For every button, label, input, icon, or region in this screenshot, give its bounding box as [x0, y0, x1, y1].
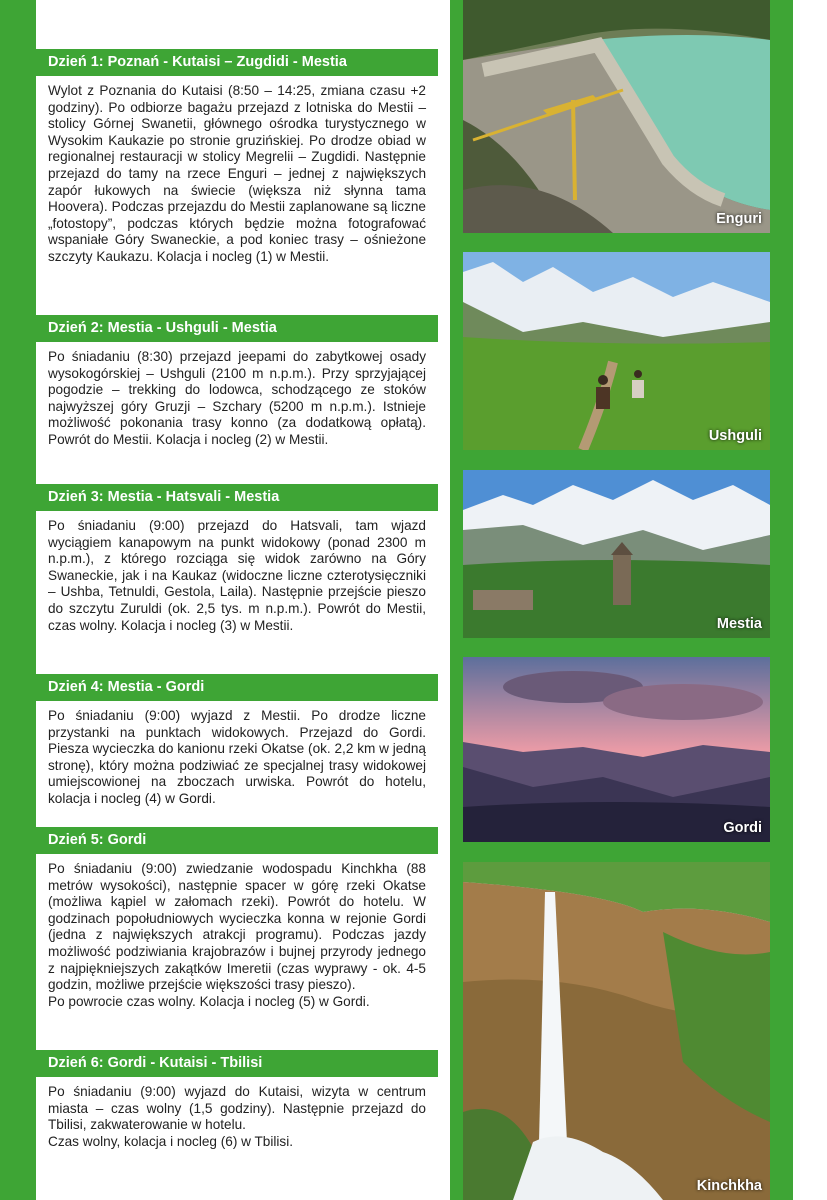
day-3-title: Dzień 3: Mestia - Hatsvali - Mestia — [36, 484, 438, 511]
day-4-title: Dzień 4: Mestia - Gordi — [36, 674, 438, 701]
enguri-dam-photo — [463, 0, 770, 233]
day-6-section — [36, 1050, 438, 1181]
mestia-photo — [463, 470, 770, 638]
kinchkha-photo — [463, 862, 770, 1200]
day-3-section — [36, 484, 438, 668]
day-1-section — [36, 49, 438, 315]
valley-illustration — [463, 252, 770, 450]
day-1-description: Wylot z Poznania do Kutaisi (8:50 – 14:25, zmiana czasu +2 godziny). Po odbiorze bagażu przejazd z lotniska do Mestii – stolicy Górnej Swanetii, głównego ośrodka turystycznego w Wysokim Kaukazie po stronie gruzińskiej. Po drodze obiad w regionalnej restauracji w stolicy Megrelii – Zugdidi. Następnie przejazd do tamy na rzece Enguri – jednej z największych zapór łukowych na świecie (większa niż słynna tama Hoovera). Podczas przejazdu do Mestii zaplanowane są liczne „fotostopy”, podczas których będzie można fotografować wspaniałe Góry Swaneckie, a pod koniec trasy – ośnieżone szczyty Kaukazu. Kolacja i nocleg (1) w Mestii. — [36, 76, 438, 315]
day-1-title: Dzień 1: Poznań - Kutaisi – Zugdidi - Mestia — [36, 49, 438, 76]
day-5-description: Po śniadaniu (9:00) zwiedzanie wodospadu Kinchkha (88 metrów wysokości), następnie spacer w górę rzeki Okatse (możliwa kąpiel w załomach rzeki). Powrót do hotelu. W godzinach popołudniowych wycieczka konna w rejonie Gordi (jedna z największych atrakcji programu). Podczas jazdy możliwość podziwiania krajobrazów i bujnej przyrody jednego z najpiękniejszych zakątków Imeretii (czas wyprawy - ok. 4-5 godzin, możliwe przejście większości trasy pieszo). Po powrocie czas wolny. Kolacja i nocleg (5) w Gordi. — [36, 854, 438, 1043]
gordi-photo — [463, 657, 770, 842]
enguri-caption: Enguri — [716, 211, 762, 227]
mountains-illustration — [463, 470, 770, 638]
ushguli-photo — [463, 252, 770, 450]
day-6-description: Po śniadaniu (9:00) wyjazd do Kutaisi, wizyta w centrum miasta – czas wolny (1,5 godziny). Następnie przejazd do Tbilisi, zakwaterowanie w hotelu. Czas wolny, kolacja i nocleg (6) w Tbilisi. — [36, 1077, 438, 1181]
waterfall-illustration — [463, 862, 770, 1200]
dam-illustration — [463, 0, 770, 233]
day-6-title: Dzień 6: Gordi - Kutaisi - Tbilisi — [36, 1050, 438, 1077]
day-4-section — [36, 674, 438, 821]
day-2-description: Po śniadaniu (8:30) przejazd jeepami do zabytkowej osady wysokogórskiej – Ushguli (2100 m n.p.m.). Przy sprzyjającej pogodzie – trekking do lodowca, schodzącego ze stoków najwyższej góry Gruzji – Szchary (5200 m n.p.m.). Istnieje możliwość pokonania trasy konno (za dodatkową opłatą). Powrót do Mestii. Kolacja i nocleg (2) w Mestii. — [36, 342, 438, 480]
day-3-description: Po śniadaniu (9:00) przejazd do Hatsvali, tam wjazd wyciągiem kanapowym na punkt widokowy (ponad 2300 m n.p.m.), z którego rozciąga się widok zarówno na Góry Swaneckie, jak i na Kaukaz (widoczne liczne czterotysięczniki – Ushba, Tetnuldi, Gestola, Laila). Następnie przejście pieszo do szczytu Zuruldi (ok. 2,5 tys. m n.p.m.). Powrót do Mestii, czas wolny. Kolacja i nocleg (3) w Mestii. — [36, 511, 438, 668]
ushguli-caption: Ushguli — [708, 428, 762, 444]
mestia-caption: Mestia — [716, 616, 762, 632]
day-2-section — [36, 315, 438, 480]
day-5-section — [36, 827, 438, 1043]
left-green-stripe — [0, 0, 36, 1200]
day-2-title: Dzień 2: Mestia - Ushguli - Mestia — [36, 315, 438, 342]
kinchkha-caption: Kinchkha — [696, 1178, 762, 1194]
day-5-title: Dzień 5: Gordi — [36, 827, 438, 854]
gordi-caption: Gordi — [723, 820, 762, 836]
day-4-description: Po śniadaniu (9:00) wyjazd z Mestii. Po drodze liczne przystanki na punktach widokowych. Przejazd do Gordi. Piesza wycieczka do kanionu rzeki Okatse (ok. 2,2 km w jedną stronę), który można podziwiać ze specjalnej trasy widokowej umiejscowionej na zboczach urwiska. Powrót do hotelu, kolacja i nocleg (4) w Gordi. — [36, 701, 438, 821]
sunset-illustration — [463, 657, 770, 842]
